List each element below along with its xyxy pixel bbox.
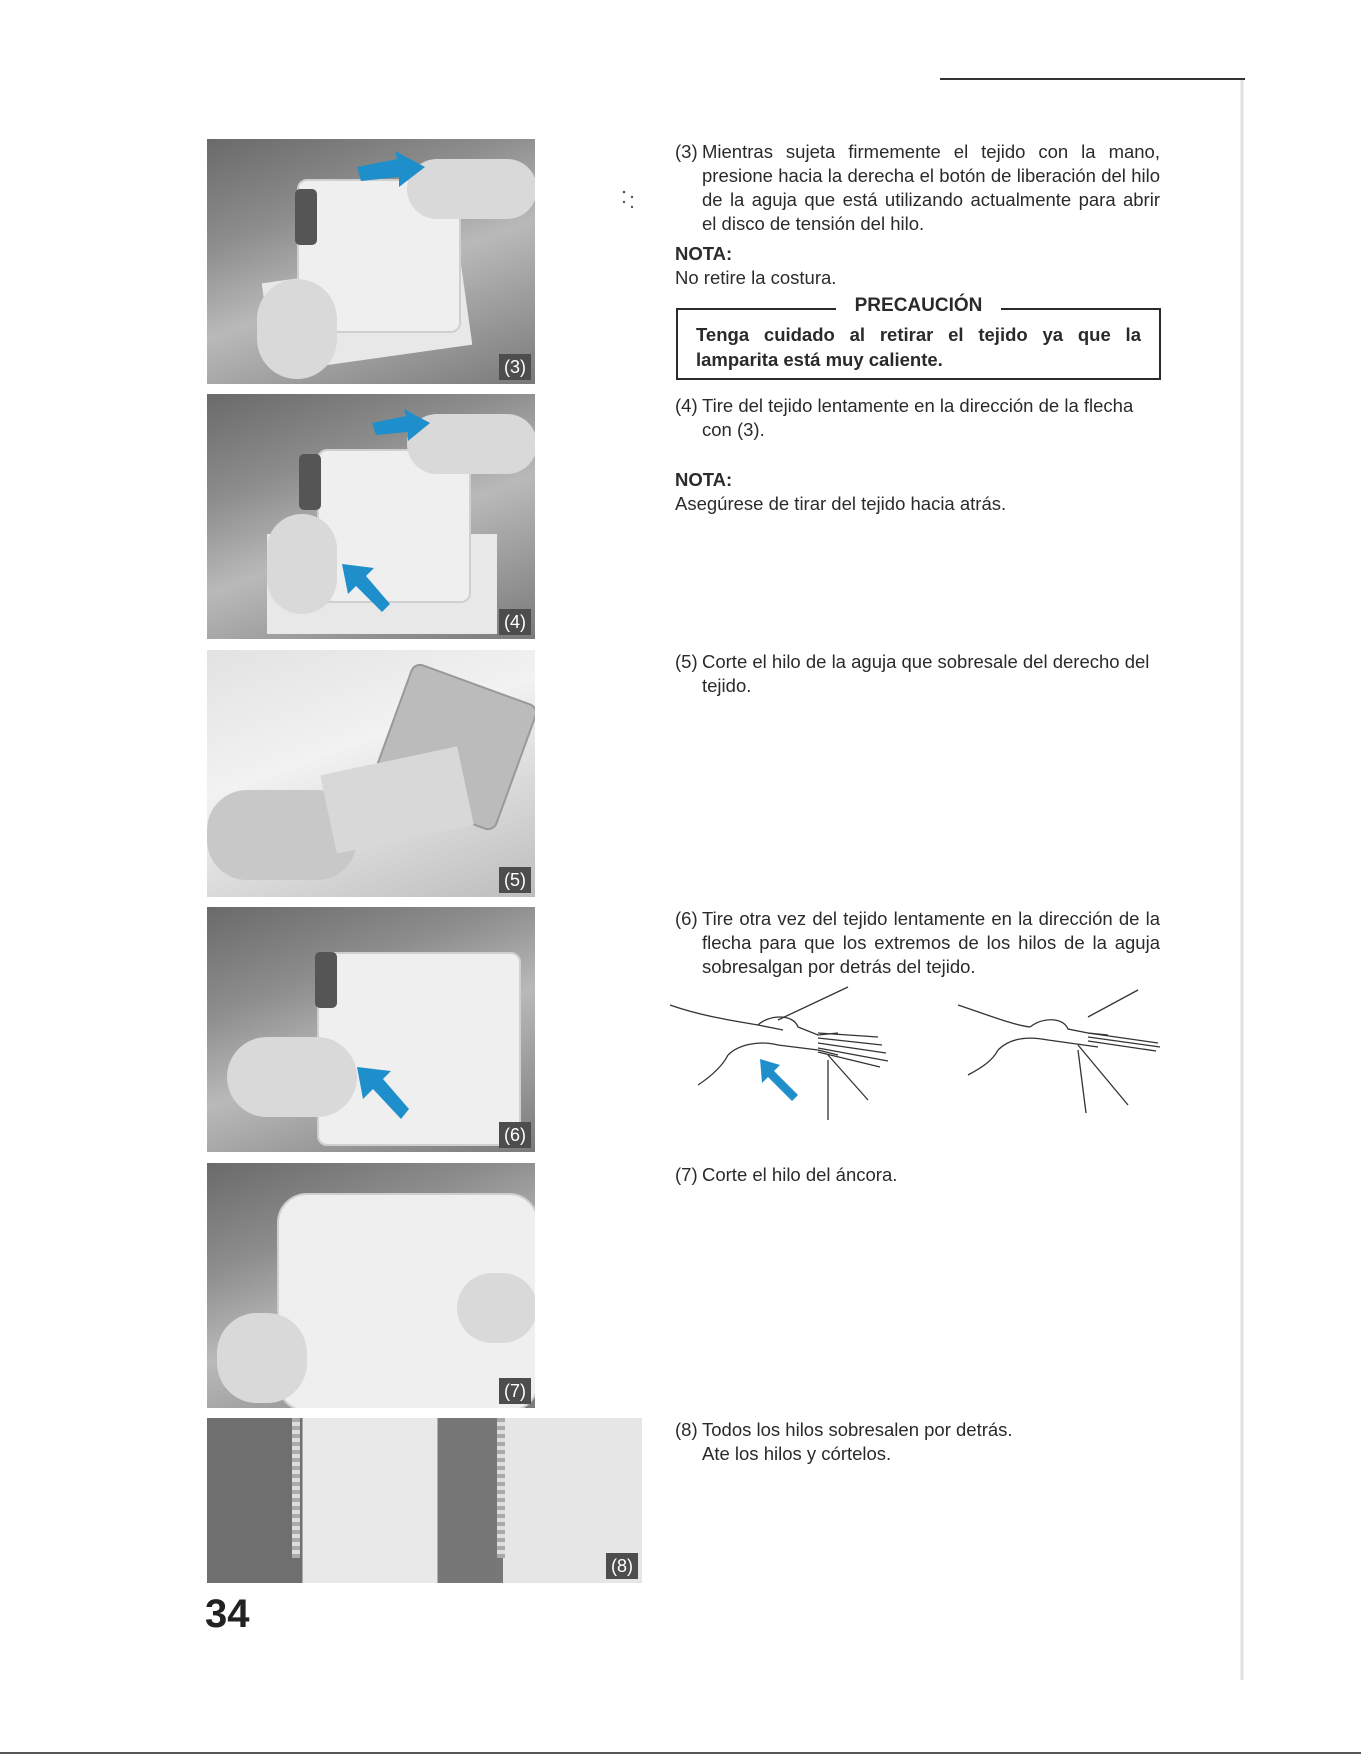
page-number: 34 xyxy=(205,1592,250,1636)
photo-step-7 xyxy=(207,1163,535,1408)
photo-step-3 xyxy=(207,139,535,384)
step-8 xyxy=(675,1418,1160,1466)
photo-label: (3) xyxy=(499,354,531,380)
step-6 xyxy=(675,907,1160,979)
note-heading: NOTA: xyxy=(675,469,733,490)
note-2 xyxy=(675,468,1006,516)
photo-label: (6) xyxy=(499,1122,531,1148)
blue-arrow-up-left-icon xyxy=(760,1059,798,1101)
note-text: Asegúrese de tirar del tejido hacia atrás. xyxy=(675,493,1007,514)
step-5 xyxy=(675,650,1160,698)
step-text: Tire otra vez del tejido lentamente en la dirección de la flecha para que los extremos de los hilos de la aguja sobresalgan por detrás del tejido. xyxy=(702,908,1160,977)
step-number: (3) xyxy=(675,141,698,162)
thread-pull-illustration xyxy=(668,985,1163,1140)
photo-step-6 xyxy=(207,907,535,1152)
step-text-line-1: Todos los hilos sobresalen por detrás. xyxy=(702,1419,1013,1440)
blue-arrow-right-icon xyxy=(357,151,427,191)
step-4 xyxy=(675,394,1160,442)
step-number: (6) xyxy=(675,908,698,929)
step-3 xyxy=(675,140,1160,236)
scan-speck xyxy=(620,188,636,210)
step-7 xyxy=(675,1163,1160,1187)
step-text: Corte el hilo de la aguja que sobresale del derecho del tejido. xyxy=(702,651,1150,696)
photo-label: (8) xyxy=(606,1553,638,1579)
photo-label: (4) xyxy=(499,609,531,635)
step-text: Tire del tejido lentamente en la dirección de la flecha con (3). xyxy=(702,395,1134,440)
page-edge-shadow xyxy=(1240,80,1244,1680)
step-number: (8) xyxy=(675,1419,698,1440)
step-number: (5) xyxy=(675,651,698,672)
caution-box xyxy=(676,295,1161,380)
note-text: No retire la costura. xyxy=(675,267,837,288)
blue-arrow-right-icon xyxy=(372,409,432,443)
top-rule xyxy=(940,78,1245,80)
blue-arrow-up-left-icon xyxy=(357,1067,412,1122)
note-heading: NOTA: xyxy=(675,243,733,264)
photo-label: (7) xyxy=(499,1378,531,1404)
step-text-line-2: Ate los hilos y córtelos. xyxy=(702,1443,892,1464)
note-1 xyxy=(675,242,836,290)
photo-label: (5) xyxy=(499,867,531,893)
caution-text: Tenga cuidado al retirar el tejido ya que la lamparita está muy caliente. xyxy=(696,324,1141,370)
blue-arrow-up-left-icon xyxy=(342,564,392,614)
caution-title: PRECAUCIÓN xyxy=(851,295,987,316)
photo-step-8 xyxy=(207,1418,642,1583)
step-text: Mientras sujeta firmemente el tejido con la mano, presione hacia la derecha el botón de liberación del hilo de la aguja que está utilizando actualmente para abrir el disco de tensión del hilo. xyxy=(702,141,1160,234)
step-number: (4) xyxy=(675,395,698,416)
bottom-rule xyxy=(0,1752,1361,1754)
step-number: (7) xyxy=(675,1164,698,1185)
step-text: Corte el hilo del áncora. xyxy=(702,1164,898,1185)
photo-step-5 xyxy=(207,650,535,897)
photo-step-4 xyxy=(207,394,535,639)
